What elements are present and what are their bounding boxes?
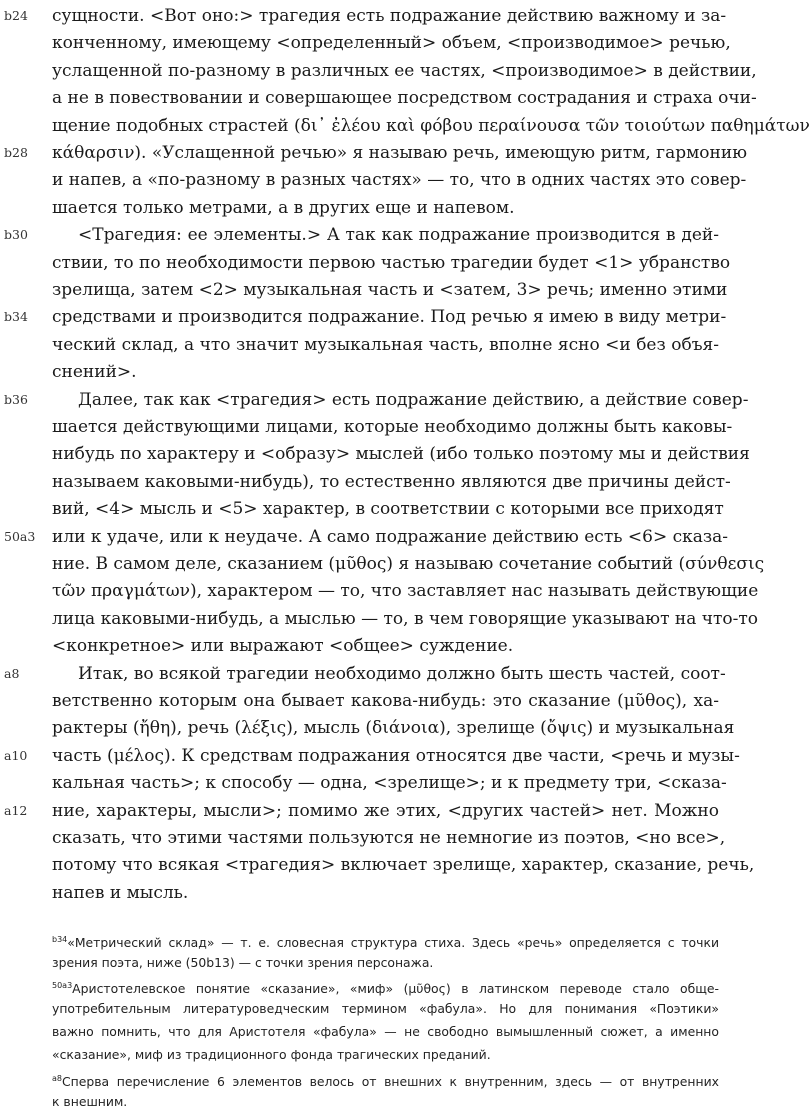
margin-reference: a12 (4, 802, 28, 818)
margin-reference: b36 (4, 391, 28, 407)
footnote-line (52, 975, 719, 997)
text-line: Далее, так как <трагедия> есть подражание действию, а действие совер- (78, 389, 749, 410)
text-line: ние, характеры, мысли>; помимо же этих, <других частей> нет. Можно (52, 800, 719, 821)
text-line: услащенной по-разному в различных ее частях, <производимое> в действии, (52, 60, 757, 81)
text-line: снений>. (52, 362, 137, 383)
margin-reference: 50a3 (4, 528, 36, 544)
text-line: рактеры (ἤθη), речь (λέξις), мысль (διάνοια), зрелище (ὄψις) и музыкальная (52, 718, 735, 739)
margin-reference: a8 (4, 665, 20, 681)
text-line: шается только метрами, а в других еще и напевом. (52, 197, 515, 218)
margin-reference: b34 (4, 309, 28, 325)
footnote-text: Сперва перечисление 6 элементов велось от внешних к внутренним, здесь — от внутренних (62, 1074, 719, 1089)
footnote-text: зрения поэта, ниже (50b13) — с точки зрения персонажа. (52, 955, 434, 970)
text-line: и напев, а «по-разному в разных частях» — то, что в одних частях это совер- (52, 170, 747, 191)
footnote-line (52, 1091, 719, 1113)
text-line: зрелища, затем <2> музыкальная часть и <затем, 3> речь; именно этими (52, 280, 728, 300)
footnote-ref: 50a3 (52, 981, 73, 990)
text-line: напев и мысль. (52, 882, 189, 903)
text-line: конченному, имеющему <определенный> объем, <производимое> речью, (52, 33, 731, 54)
footnote-line (52, 1021, 719, 1043)
footnote-line (52, 1068, 719, 1090)
text-line: <конкретное> или выражают <общее> суждение. (52, 636, 514, 657)
text-line: нибудь по характеру и <образу> мыслей (ибо только поэтому мы и действия (52, 444, 750, 465)
footnote-ref: b34 (52, 935, 68, 944)
text-line: называем каковыми-нибудь), то естественно являются две причины дейст- (52, 471, 731, 492)
text-line: вий, <4> мысль и <5> характер, в соответствии с которыми все приходят (52, 499, 724, 520)
text-line: шается действующими лицами, которые необходимо должны быть каковы- (52, 417, 733, 437)
text-line: τῶν πραγμάτων), характером — то, что заставляет нас называть действующие (52, 581, 759, 602)
text-line: лица каковыми-нибудь, а мыслью — то, в чем говорящие указывают на что-то (52, 608, 759, 629)
text-line: потому что всякая <трагедия> включает зрелище, характер, сказание, речь, (52, 855, 755, 876)
footnote-text: важно помнить, что для Аристотеля «фабула» — не свободно вымышленный сюжет, а именно (52, 1024, 719, 1039)
text-line: κάθαρσιν). «Услащенной речью» я называю речь, имеющую ритм, гармонию (52, 143, 748, 163)
text-line: сущности. <Вот оно:> трагедия есть подражание действию важному и за- (52, 6, 727, 26)
footnote-line (52, 952, 719, 974)
text-line: кальная часть>; к способу — одна, <зрелище>; и к предмету три, <сказа- (52, 773, 727, 794)
text-line: или к удаче, или к неудаче. А само подражание действию есть <6> сказа- (52, 526, 729, 547)
text-line: сказать, что этими частями пользуются не немногие из поэтов, <но все>, (52, 828, 726, 848)
footnote-text: к внешним. (52, 1094, 128, 1109)
footnote-text: Аристотелевское понятие «сказание», «миф» (μῦθος) в латинском переводе стало обще- (72, 981, 719, 996)
text-line: ствии, то по необходимости первою частью трагедии будет <1> убранство (52, 252, 731, 273)
text-line: щение подобных страстей (δι᾽ ἐλέου καὶ φόβου περαίνουσα τῶν τοιούτων παθημάτων (52, 115, 810, 136)
text-line: ветственно которым она бывает какова-нибудь: это сказание (μῦθος), ха- (52, 691, 719, 711)
text-line: а не в повествовании и совершающее посредством сострадания и страха очи- (52, 88, 757, 109)
footnote-text: употребительным литературоведческим термином «фабула». Но для понимания «Поэтики» (52, 1001, 719, 1016)
text-line: <Трагедия: ее элементы.> А так как подражание производится в дей- (78, 225, 719, 246)
footnote-line (52, 1044, 719, 1066)
footnote-ref: a8 (52, 1074, 62, 1083)
text-line: часть (μέλος). К средствам подражания относятся две части, <речь и музы- (52, 745, 740, 766)
margin-reference: b24 (4, 8, 28, 23)
text-line: Итак, во всякой трагедии необходимо должно быть шесть частей, соот- (78, 663, 726, 684)
footnote-text: «сказание», миф из традиционного фонда трагических преданий. (52, 1047, 491, 1062)
text-line: средствами и производится подражание. Под речью я имею в виду метри- (52, 307, 727, 328)
margin-reference: b30 (4, 227, 28, 243)
margin-reference: a10 (4, 747, 28, 763)
text-line: ческий склад, а что значит музыкальная часть, вполне ясно <и без объя- (52, 334, 719, 355)
footnote-line (52, 998, 719, 1020)
margin-reference: b28 (4, 145, 28, 160)
footnote-line (52, 929, 719, 951)
text-line: ние. В самом деле, сказанием (μῦθος) я называю сочетание событий (σύνθεσις (52, 554, 765, 574)
footnote-text: «Метрический склад» — т. е. словесная структура стиха. Здесь «речь» определяется с точки (67, 935, 719, 950)
